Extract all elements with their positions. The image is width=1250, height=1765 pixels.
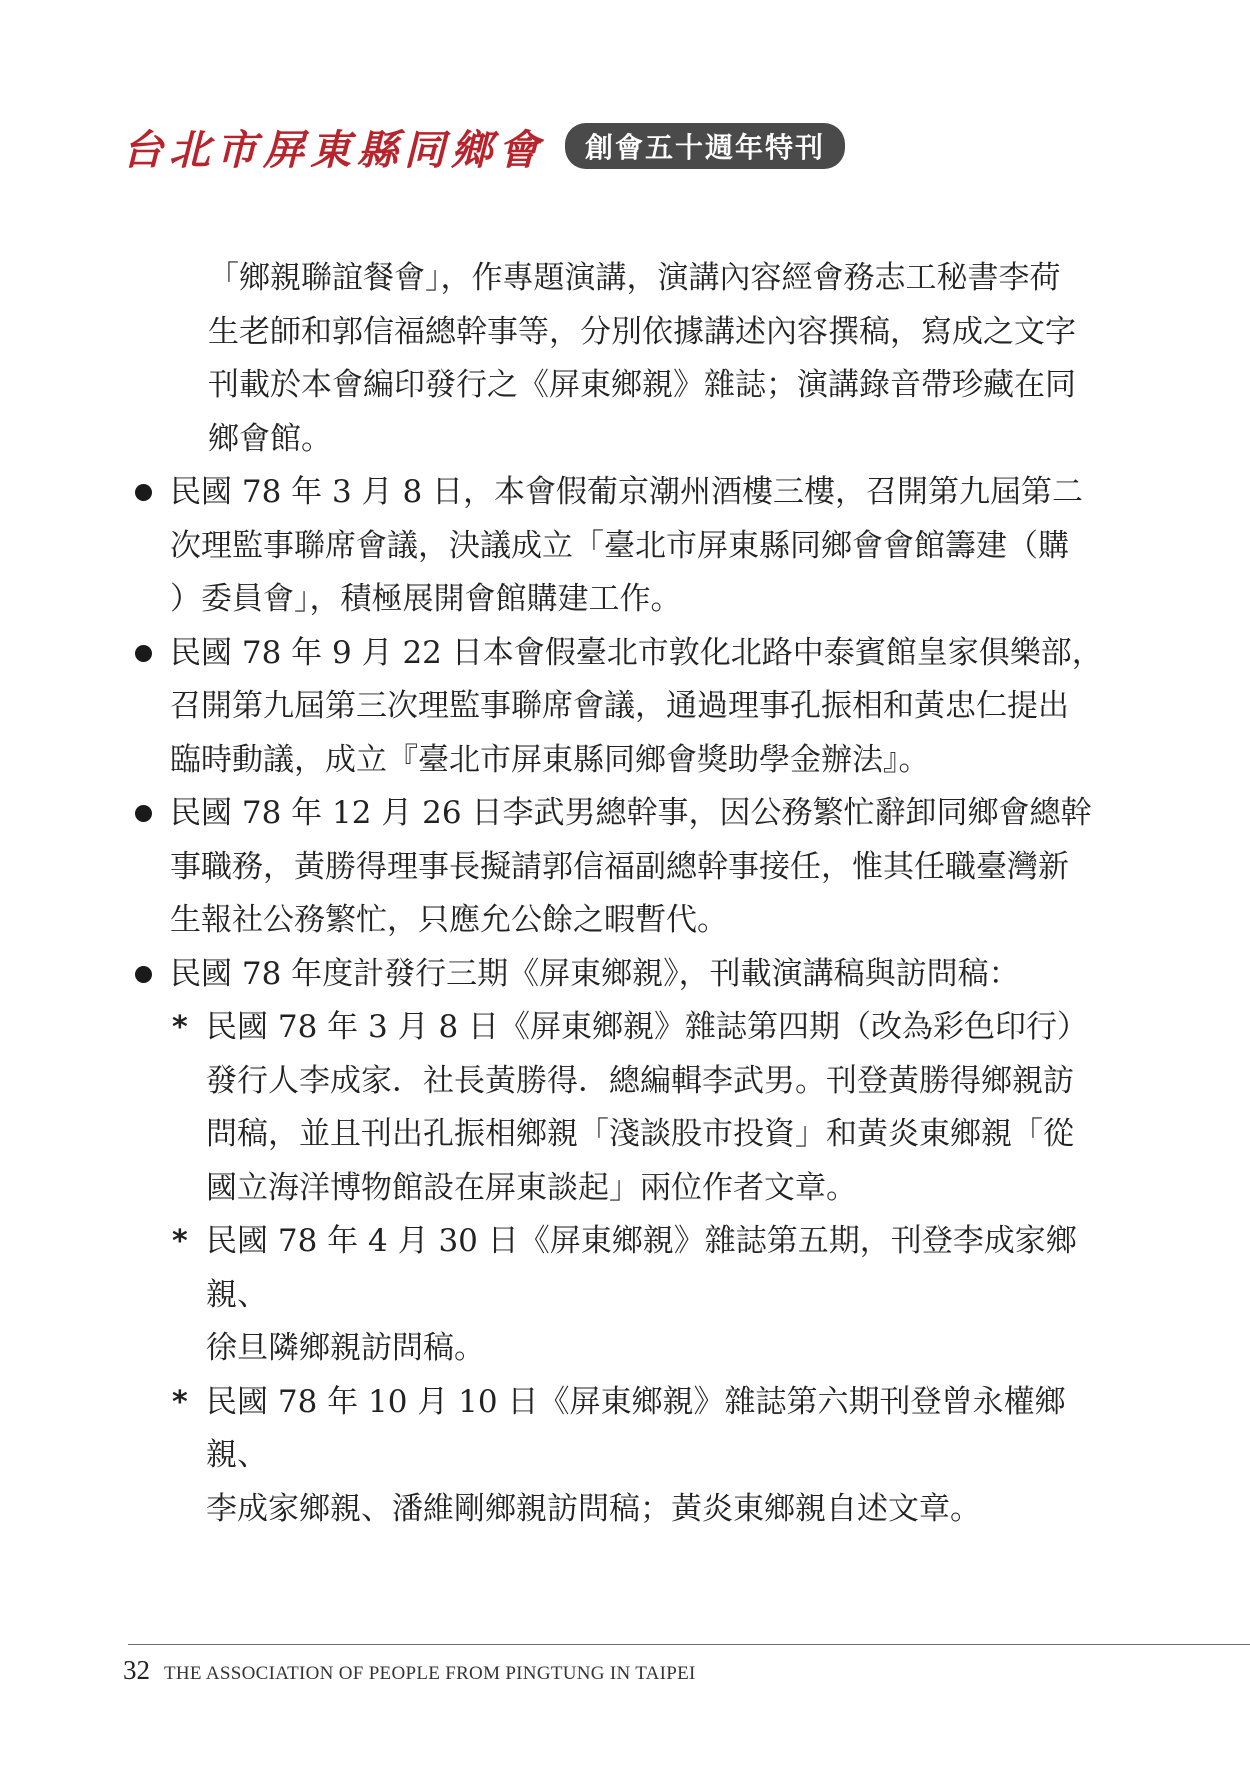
text-line: 民國 78 年 10 月 10 日《屏東鄉親》雜誌第六期刊登曾永權鄉親、 (206, 1383, 1066, 1473)
text-line: 事職務，黃勝得理事長擬請郭信福副總幹事接任，惟其任職臺灣新 (170, 848, 1069, 885)
bullet-dot-icon (135, 645, 152, 662)
bullet-item (120, 466, 1120, 627)
sub-item (120, 1001, 1120, 1215)
bullet-item (120, 787, 1120, 948)
text-line: 李成家鄉親、潘維剛鄉親訪問稿；黃炎東鄉親自述文章。 (206, 1490, 981, 1527)
text-line: 生報社公務繁忙，只應允公餘之暇暫代。 (170, 902, 728, 938)
text-line: 臨時動議，成立『臺北市屏東縣同鄉會獎助學金辦法』。 (170, 741, 930, 778)
asterisk-icon: * (172, 1010, 188, 1045)
bullet-item (120, 948, 1120, 1002)
page-footer (123, 1655, 696, 1686)
page-number: 32 (123, 1655, 150, 1685)
text-line: 民國 78 年度計發行三期《屏東鄉親》，刊載演講稿與訪問稿： (170, 955, 1020, 992)
text-line: 國立海洋博物館設在屏東談起」兩位作者文章。 (206, 1169, 857, 1206)
asterisk-icon: * (172, 1384, 188, 1420)
text-line: 徐旦隣鄉親訪問稿。 (206, 1330, 485, 1366)
footer-divider (128, 1644, 1250, 1645)
text-line: 民國 78 年 9 月 22 日本會假臺北市敦化北路中泰賓館皇家俱樂部， (170, 634, 1103, 671)
text-line: 民國 78 年 12 月 26 日李武男總幹事，因公務繁忙辭卸同鄉會總幹 (170, 795, 1092, 831)
page-header (122, 118, 845, 174)
text-line: 鄉會館。 (208, 420, 332, 457)
intro-continuation (120, 252, 1120, 466)
sub-item (120, 1376, 1120, 1537)
anniversary-badge: 創會五十週年特刊 (565, 123, 845, 169)
asterisk-icon: * (172, 1224, 188, 1259)
footer-title: THE ASSOCIATION OF PEOPLE FROM PINGTUNG IN TAIPEI (164, 1663, 696, 1684)
text-line: 刊載於本會編印發行之《屏東鄉親》雜誌；演講錄音帶珍藏在同 (208, 367, 1076, 403)
text-line: ）委員會」，積極展開會館購建工作。 (170, 581, 682, 617)
text-line: 次理監事聯席會議，決議成立「臺北市屏東縣同鄉會會館籌建（購 (170, 527, 1069, 564)
bullet-item (120, 627, 1120, 788)
text-line: 發行人李成家．社長黃勝得．總編輯李武男。刊登黃勝得鄉親訪 (206, 1062, 1074, 1099)
text-line: 民國 78 年 3 月 8 日《屏東鄉親》雜誌第四期（改為彩色印行） (206, 1009, 1089, 1045)
text-line: 民國 78 年 4 月 30 日《屏東鄉親》雜誌第五期，刊登李成家鄉親、 (206, 1223, 1077, 1313)
text-line: 民國 78 年 3 月 8 日，本會假葡京潮州酒樓三樓，召開第九屆第二 (170, 474, 1084, 510)
text-line: 「鄉親聯誼餐會」，作專題演講，演講內容經會務志工秘書李荷 (208, 260, 1061, 296)
org-name-logo: 台北市屏東縣同鄉會 (122, 125, 545, 174)
bullet-dot-icon (135, 805, 152, 822)
article-body (120, 252, 1120, 1536)
text-line: 召開第九屆第三次理監事聯席會議，通過理事孔振相和黃忠仁提出 (170, 688, 1069, 724)
text-line: 生老師和郭信福總幹事等，分別依據講述內容撰稿，寫成之文字 (208, 313, 1076, 350)
bullet-dot-icon (135, 966, 152, 983)
text-line: 問稿，並且刊出孔振相鄉親「淺談股市投資」和黃炎東鄉親「從 (206, 1116, 1074, 1152)
bullet-dot-icon (135, 484, 152, 501)
sub-item (120, 1215, 1120, 1376)
